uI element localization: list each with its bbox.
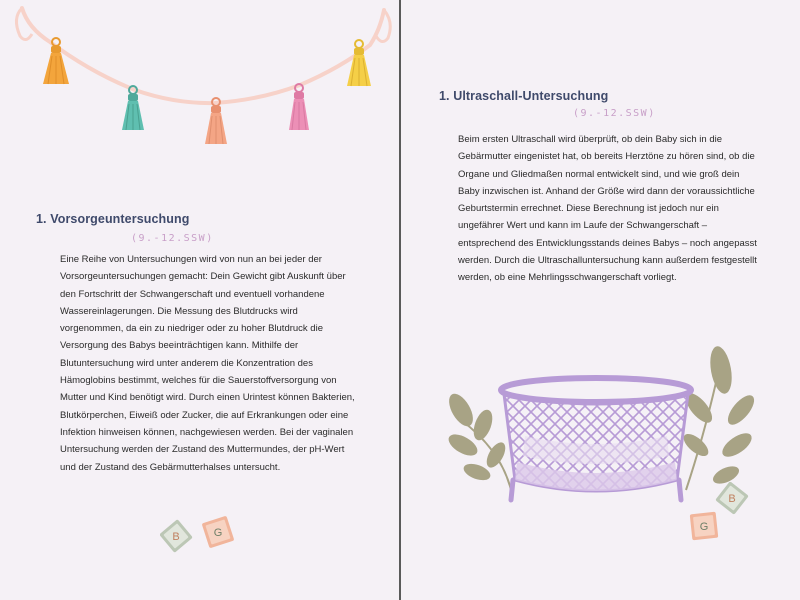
tassel-garland-icon — [0, 0, 400, 150]
leaf-branch-icon — [444, 390, 511, 490]
toy-block-icon — [684, 482, 764, 562]
tassel-pink — [289, 84, 309, 130]
section-heading: 1. Ultraschall-Untersuchung — [439, 89, 609, 103]
right-page — [401, 0, 800, 600]
week-range-label: (9.-12.SSW) — [573, 108, 656, 119]
leaf-branch-icon — [680, 345, 759, 490]
body-paragraph: Eine Reihe von Untersuchungen wird von nun an bei jeder der Vorsorgeuntersuchungen gemacht: Dein Gewicht gibt Auskunft über den Fortschritt der Schwangerschaft und eventuell vorhandene Wassereinlagerungen. Die Messung des Blutdrucks wird vorgenommen, da ein zu niedriger oder zu hoher Blutdruck die Versorgung des Babys beeinträchtigen kann. Mithilfe der Blutuntersuchung wird unter anderem die Konzentration des Hämoglobins bestimmt, welches für die Sauerstoffversorgung von Mutter und Kind benötigt wird. Durch einen Urintest können Bakterien, Blutkörperchen, Eiweiß oder Zucker, die auf Erkrankungen oder eine Infektion hinweisen können, nachgewiesen werden. Bei der vaginalen Untersuchung werden der Zustand des Muttermundes, der pH-Wert und der Zustand des Gebärmutterhalses untersucht. — [60, 254, 355, 473]
week-range-label: (9.-12.SSW) — [131, 233, 214, 244]
body-paragraph: Beim ersten Ultraschall wird überprüft, ob dein Baby sich in die Gebärmutter eingenistet hat, ob bereits Herztöne zu hören sind, ob die Organe und Gliedmaßen normal entwickelt sind, und wie groß dein Baby inzwischen ist. Anhand der Größe wird dann der voraussichtliche Geburtstermin errechnet. Diese Berechnung ist jedoch nur ein ungefährer Wert und kann im Laufe der Schwangerschaft – entsprechend des Entwicklungsstands deines Babys – noch angepasst werden. Durch die Ultraschalluntersuchung kann außerdem festgestellt werden, ob eine Mehrlingsschwangerschaft vorliegt. — [458, 134, 757, 284]
section-heading: 1. Vorsorgeuntersuchung — [36, 212, 190, 226]
block-letter: G — [213, 527, 223, 539]
block-letter: B — [728, 493, 736, 505]
block-letter: B — [172, 531, 180, 543]
toy-block-icon — [160, 512, 240, 562]
block-letter: G — [699, 521, 709, 533]
